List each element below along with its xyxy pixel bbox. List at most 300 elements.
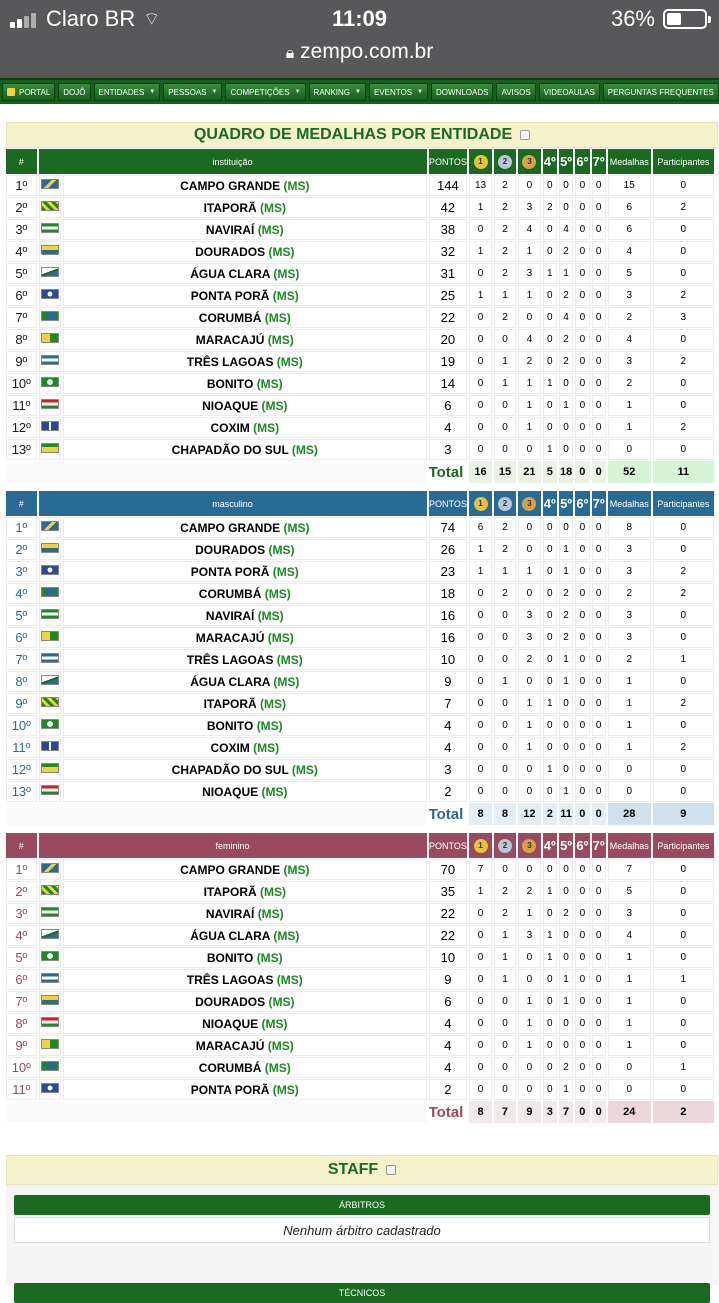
col-header-rank: # [6,491,37,516]
nav-item-label: PESSOAS [168,87,207,97]
value-cell: 0 [608,1079,651,1100]
entity-name: NAVIRAÍ [205,906,255,921]
home-icon [7,88,15,96]
value-cell: 0 [592,737,606,758]
value-cell: 0 [518,175,540,196]
col-header-m4: 4º [543,149,557,174]
entity-name-cell[interactable] [63,881,426,902]
points-cell: 7 [429,693,468,714]
value-cell: 1 [518,417,540,438]
value-cell: 2 [559,351,573,372]
flag-bonito-icon [41,951,59,961]
value-cell: 0 [543,417,557,438]
entity-name-cell[interactable] [63,649,426,670]
value-cell: 0 [494,759,516,780]
entity-name-cell[interactable] [63,759,426,780]
entity-name: ITAPORÃ [203,200,257,215]
value-cell: 0 [518,517,540,538]
value-cell: 0 [518,947,540,968]
value-cell: 0 [592,351,606,372]
entity-name-cell[interactable] [63,693,426,714]
nav-item-5[interactable] [309,83,366,101]
nav-item-0[interactable] [2,83,55,101]
value-cell: 1 [469,881,491,902]
address-bar[interactable] [0,40,719,64]
state-suffix: (MS) [261,1016,288,1031]
nav-item-10[interactable] [603,83,719,101]
entity-name-cell[interactable] [63,947,426,968]
nav-item-6[interactable] [369,83,428,101]
flag-cell [39,373,61,394]
value-cell: 0 [543,605,557,626]
value-cell: 0 [575,417,589,438]
flag-dourados-icon [41,995,59,1005]
table-row [6,1013,714,1034]
flag-treslagoas-icon [41,355,59,365]
total-value-cell: 0 [592,803,606,825]
entity-name: PONTA PORÃ [190,288,270,303]
flag-cell [39,241,61,262]
entity-name: CHAPADÃO DO SUL [171,762,289,777]
value-cell: 0 [494,417,516,438]
total-value-cell: 9 [518,1101,540,1123]
value-cell: 0 [543,329,557,350]
entity-name-cell[interactable] [63,781,426,802]
table-row [6,903,714,924]
value-cell: 0 [575,969,589,990]
table-row [6,351,714,372]
table-row [6,627,714,648]
value-cell: 1 [518,903,540,924]
points-cell: 19 [429,351,468,372]
value-cell: 0 [653,517,714,538]
value-cell: 0 [653,859,714,880]
value-cell: 0 [518,583,540,604]
total-value-cell: 8 [469,803,491,825]
value-cell: 1 [608,715,651,736]
entity-name-cell[interactable] [63,1035,426,1056]
entity-name-cell[interactable] [63,991,426,1012]
rank-cell: 1º [6,175,37,196]
entity-name: DOURADOS [195,244,266,259]
entity-name-cell[interactable] [63,241,426,262]
rank-cell: 9º [6,693,37,714]
value-cell: 0 [543,781,557,802]
total-value-cell: 7 [494,1101,516,1123]
nav-item-8[interactable] [496,83,535,101]
col-header-m5: 5º [559,491,573,516]
value-cell: 8 [608,517,651,538]
value-cell: 0 [575,561,589,582]
total-value-cell: 0 [592,461,606,483]
value-cell: 0 [543,671,557,692]
col-header-gold [469,833,491,858]
flag-pontapora-icon [41,1083,59,1093]
total-value-cell: 7 [559,1101,573,1123]
value-cell: 0 [575,583,589,604]
value-cell: 0 [559,859,573,880]
flag-coxim-icon [41,741,59,751]
entity-name-cell[interactable] [63,605,426,626]
rank-cell: 3º [6,903,37,924]
flag-cell [39,991,61,1012]
flag-itapora-icon [41,201,59,211]
value-cell: 1 [608,947,651,968]
total-row [6,1101,714,1123]
entity-name-cell[interactable] [63,175,426,196]
value-cell: 2 [494,175,516,196]
state-suffix: (MS) [283,178,310,193]
rank-cell: 4º [6,583,37,604]
value-cell: 0 [653,219,714,240]
value-cell: 3 [518,627,540,648]
value-cell: 1 [469,197,491,218]
value-cell: 0 [575,517,589,538]
value-cell: 0 [518,439,540,460]
flag-cell [39,197,61,218]
nav-item-1[interactable] [58,83,90,101]
value-cell: 2 [559,903,573,924]
value-cell: 0 [653,439,714,460]
value-cell: 0 [592,219,606,240]
entity-name-cell[interactable] [63,351,426,372]
points-cell: 9 [429,671,468,692]
value-cell: 1 [518,991,540,1012]
entity-name: NIOAQUE [202,1016,259,1031]
points-cell: 6 [429,395,468,416]
value-cell: 13 [469,175,491,196]
value-cell: 0 [592,671,606,692]
col-header-rank: # [6,833,37,858]
value-cell: 2 [559,241,573,262]
nav-item-2[interactable] [94,83,161,101]
col-header-participantes: Participantes [653,833,714,858]
value-cell: 0 [469,439,491,460]
value-cell: 3 [608,539,651,560]
value-cell: 4 [559,307,573,328]
value-cell: 2 [559,583,573,604]
entity-name-cell[interactable] [63,517,426,538]
value-cell: 2 [494,517,516,538]
entity-name-cell[interactable] [63,197,426,218]
state-suffix: (MS) [273,928,300,943]
gold-medal-icon: 1 [474,155,488,169]
entity-name-cell[interactable] [63,1057,426,1078]
entity-name-cell[interactable] [63,307,426,328]
rank-cell: 7º [6,649,37,670]
value-cell: 0 [518,671,540,692]
value-cell: 0 [653,1013,714,1034]
flag-aguaclara-icon [41,675,59,685]
gold-medal-icon: 1 [474,839,488,853]
value-cell: 0 [575,539,589,560]
flag-corumba-icon [41,1061,59,1071]
nav-item-7[interactable] [431,83,493,101]
flag-cell [39,1035,61,1056]
value-cell: 0 [592,759,606,780]
arbitros-empty-message: Nenhum árbitro cadastrado [14,1217,710,1243]
entity-name-cell[interactable] [63,859,426,880]
entity-name-cell[interactable] [63,627,426,648]
entity-name-cell[interactable] [63,671,426,692]
value-cell: 0 [469,903,491,924]
flag-corumba-icon [41,311,59,321]
value-cell: 0 [575,241,589,262]
value-cell: 0 [559,175,573,196]
nav-item-label: PERGUNTAS FREQUENTES [607,87,714,97]
value-cell: 1 [518,561,540,582]
entity-name-cell[interactable] [63,395,426,416]
entity-name-cell[interactable] [63,715,426,736]
table-row [6,649,714,670]
state-suffix: (MS) [264,310,291,325]
value-cell: 0 [592,925,606,946]
entity-name-cell[interactable] [63,1013,426,1034]
value-cell: 0 [469,307,491,328]
total-value-cell: 0 [592,1101,606,1123]
value-cell: 0 [559,715,573,736]
value-cell: 0 [543,649,557,670]
bronze-medal-icon: 3 [522,155,536,169]
staff-toggle-checkbox[interactable] [386,1165,396,1175]
value-cell: 0 [469,605,491,626]
value-cell: 5 [608,881,651,902]
value-cell: 7 [469,859,491,880]
value-cell: 1 [559,395,573,416]
sections [6,148,718,1124]
value-cell: 2 [653,417,714,438]
col-header-bronze [518,833,540,858]
rank-cell: 1º [6,517,37,538]
value-cell: 0 [653,671,714,692]
value-cell: 2 [559,627,573,648]
state-suffix: (MS) [257,608,284,623]
value-cell: 1 [608,693,651,714]
total-row [6,803,714,825]
flag-campo-icon [41,179,59,189]
carrier-label: Claro BR [46,6,136,31]
value-cell: 0 [518,307,540,328]
nav-item-3[interactable] [163,83,222,101]
main-nav [0,78,719,104]
value-cell: 1 [518,395,540,416]
value-cell: 0 [592,439,606,460]
bronze-medal-icon: 3 [522,839,536,853]
flag-cell [39,1013,61,1034]
medal-board [6,122,718,1124]
rank-cell: 11º [6,737,37,758]
rank-cell: 8º [6,329,37,350]
table-row [6,307,714,328]
value-cell: 1 [469,561,491,582]
points-cell: 2 [429,781,468,802]
value-cell: 0 [543,561,557,582]
entity-name-cell[interactable] [63,561,426,582]
state-suffix: (MS) [268,542,295,557]
value-cell: 0 [575,1057,589,1078]
flag-cell [39,1079,61,1100]
points-cell: 32 [429,241,468,262]
entity-name-cell[interactable] [63,329,426,350]
value-cell: 0 [592,781,606,802]
col-header-m7: 7º [592,833,606,858]
total-value-cell: 0 [575,461,589,483]
flag-dourados-icon [41,543,59,553]
entity-name-cell[interactable] [63,263,426,284]
flag-cell [39,605,61,626]
nav-item-4[interactable] [225,83,305,101]
rank-cell: 7º [6,307,37,328]
col-header-rank: # [6,149,37,174]
entity-name: CAMPO GRANDE [180,862,281,877]
total-spacer [6,803,427,825]
total-value-cell: 15 [494,461,516,483]
value-cell: 0 [559,1013,573,1034]
entity-name: MARACAJÚ [195,630,265,645]
value-cell: 0 [543,583,557,604]
entity-name-cell[interactable] [63,539,426,560]
rank-cell: 11º [6,395,37,416]
flag-cell [39,781,61,802]
entity-name-cell[interactable] [63,285,426,306]
flag-campo-icon [41,863,59,873]
medal-table-masculino [4,490,716,826]
value-cell: 0 [575,859,589,880]
entity-name: DOURADOS [195,542,266,557]
points-cell: 22 [429,307,468,328]
value-cell: 0 [494,737,516,758]
value-cell: 2 [653,197,714,218]
state-suffix: (MS) [256,718,283,733]
flag-pontapora-icon [41,565,59,575]
value-cell: 1 [494,925,516,946]
points-cell: 25 [429,285,468,306]
points-cell: 10 [429,649,468,670]
nav-item-label: PORTAL [19,87,51,97]
chevron-down-icon: ▼ [417,89,423,95]
value-cell: 0 [543,285,557,306]
value-cell: 0 [543,1035,557,1056]
value-cell: 0 [592,417,606,438]
entity-name-cell[interactable] [63,373,426,394]
value-cell: 1 [494,561,516,582]
value-cell: 1 [518,373,540,394]
value-cell: 0 [559,1035,573,1056]
value-cell: 1 [543,263,557,284]
entity-name-cell[interactable] [63,1079,426,1100]
nav-item-label: COMPETIÇÕES [230,87,290,97]
flag-cell [39,649,61,670]
value-cell: 0 [543,991,557,1012]
value-cell: 1 [469,539,491,560]
col-header-silver [494,833,516,858]
points-cell: 3 [429,439,468,460]
rank-cell: 10º [6,373,37,394]
total-label: Total [428,463,464,481]
col-header-points: PONTOS [429,491,468,516]
flag-aguaclara-icon [41,929,59,939]
flag-maracaju-icon [41,1039,59,1049]
entity-name-cell[interactable] [63,925,426,946]
points-cell: 14 [429,373,468,394]
table-row [6,1035,714,1056]
value-cell: 0 [469,395,491,416]
col-header-m5: 5º [559,149,573,174]
value-cell: 0 [592,605,606,626]
flag-nioaque-icon [41,1017,59,1027]
points-cell: 4 [429,1013,468,1034]
col-header-bronze [518,149,540,174]
nav-item-9[interactable] [539,83,600,101]
value-cell: 2 [608,373,651,394]
entity-name-cell[interactable] [63,903,426,924]
value-cell: 0 [543,351,557,372]
value-cell: 0 [559,373,573,394]
value-cell: 0 [592,263,606,284]
value-cell: 1 [608,671,651,692]
total-value-cell: 11 [559,803,573,825]
value-cell: 0 [575,903,589,924]
value-cell: 0 [494,715,516,736]
flag-pontapora-icon [41,289,59,299]
value-cell: 0 [469,627,491,648]
state-suffix: (MS) [283,520,310,535]
col-header-m6: 6º [575,491,589,516]
entity-name-cell[interactable] [63,219,426,240]
rank-cell: 2º [6,197,37,218]
flag-cell [39,561,61,582]
col-header-gold [469,149,491,174]
entity-name-cell[interactable] [63,417,426,438]
points-cell: 4 [429,417,468,438]
table-row [6,241,714,262]
medal-table-feminino [4,832,716,1124]
flag-cell [39,737,61,758]
points-cell: 20 [429,329,468,350]
table-row [6,605,714,626]
total-value-cell: 2 [543,803,557,825]
value-cell: 0 [469,373,491,394]
silver-medal-icon: 2 [498,497,512,511]
state-suffix: (MS) [260,884,287,899]
rank-cell: 2º [6,881,37,902]
value-cell: 2 [494,263,516,284]
toggle-checkbox[interactable] [520,130,530,140]
rank-cell: 9º [6,351,37,372]
entity-name-cell[interactable] [63,969,426,990]
total-spacer [6,461,427,483]
table-row [6,285,714,306]
flag-cell [39,627,61,648]
value-cell: 0 [592,649,606,670]
entity-name-cell[interactable] [63,737,426,758]
table-row [6,859,714,880]
points-cell: 16 [429,627,468,648]
state-suffix: (MS) [268,244,295,259]
value-cell: 0 [608,759,651,780]
value-cell: 0 [575,373,589,394]
entity-name-cell[interactable] [63,439,426,460]
entity-name-cell[interactable] [63,583,426,604]
status-bar [0,0,719,78]
value-cell: 0 [575,285,589,306]
rank-cell: 1º [6,859,37,880]
value-cell: 0 [494,605,516,626]
value-cell: 1 [559,561,573,582]
battery-icon [663,9,707,29]
state-suffix: (MS) [268,994,295,1009]
table-row [6,947,714,968]
